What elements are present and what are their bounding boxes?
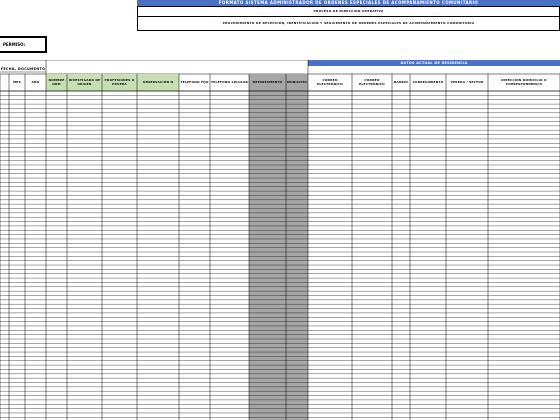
band-left-label: FECHA, DOCUMENTO (0, 67, 46, 71)
column-header[interactable]: PROFESIONES O PRUEBA (104, 77, 135, 86)
grid-lines (0, 60, 560, 420)
subprocess-line: PROCEDIMIENTO DE RECEPCIÓN, IDENTIFICACIÓN Y SEGUIMIENTO DE ORDENES ESPECIALES DE ACOMPAÑAMIENTO COMUNITARIO (137, 17, 560, 31)
column-header[interactable]: OBSERVACIÓN N (142, 79, 174, 84)
spreadsheet-grid[interactable] (0, 60, 560, 420)
column-header[interactable]: BARRIO (393, 79, 409, 84)
document-title-banner: FORMATO SISTEMA ADMINISTRADOR DE ORDENES ESPECIALES DE ACOMPAÑAMIENTO COMUNITARIO (137, 0, 560, 6)
column-header[interactable]: CORREO ELECTRÓNICO (359, 77, 385, 86)
column-header[interactable]: NOMBRE ORM (48, 77, 65, 86)
column-header[interactable]: TELEFONO FIJO (180, 79, 209, 84)
column-header[interactable]: MUNICIPIO (287, 79, 307, 84)
column-header[interactable] (1, 75, 8, 90)
column-header[interactable]: MES (13, 79, 21, 84)
column-header[interactable]: INVESTIGADO DE ORIGEN (68, 77, 101, 86)
band-right-label: DATOS ACTUAL DE RESIDENCIA (400, 61, 468, 65)
column-header[interactable]: CORREGIMIENTO (412, 79, 444, 84)
column-header[interactable]: VEREDA / SECTOR (450, 79, 484, 84)
column-header[interactable]: DIRECCIÓN DOMICILIO O CORRESPONDENCIA (501, 77, 547, 86)
column-header[interactable]: TELEFONO CELULAR (211, 79, 248, 84)
process-line: PROCESO DE DIRECCIÓN OPERATIVA (137, 6, 560, 17)
permit-label: PERMISO: (0, 36, 47, 53)
column-header[interactable]: DEPARTAMENTO (252, 79, 283, 84)
column-header[interactable]: AÑO (31, 79, 40, 84)
column-header[interactable]: CORREO ELECTRÓNICO (317, 77, 343, 86)
